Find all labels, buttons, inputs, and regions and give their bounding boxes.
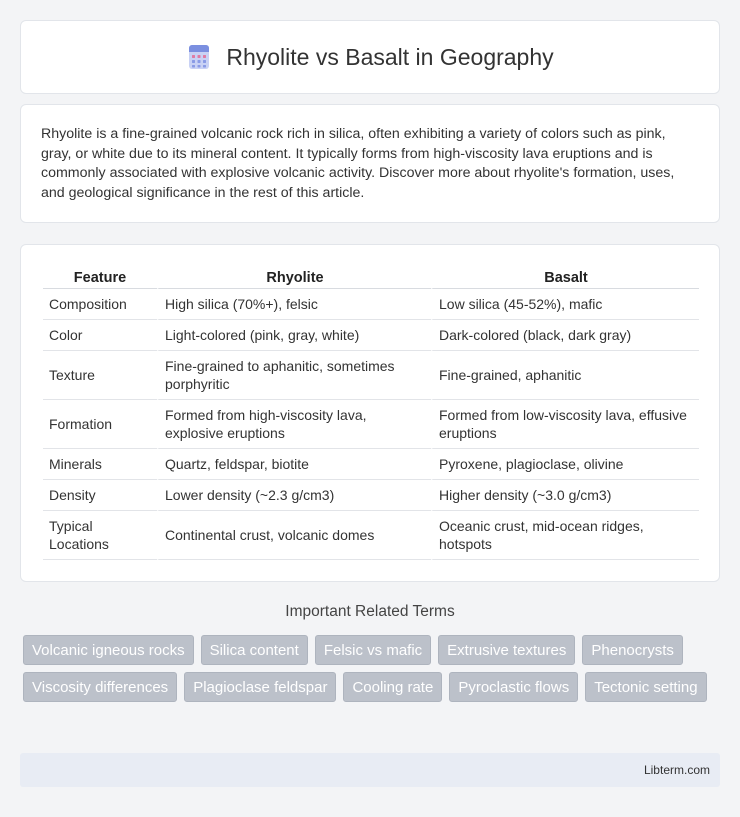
- table-row: [43, 511, 699, 560]
- cell-basalt: Pyroxene, plagioclase, olivine: [431, 449, 699, 480]
- tag-tectonic-setting[interactable]: Tectonic setting: [585, 672, 706, 702]
- cell-basalt: Fine-grained, aphanitic: [431, 351, 699, 400]
- tag-phenocrysts[interactable]: Phenocrysts: [582, 635, 683, 665]
- header-rhyolite: Rhyolite: [157, 267, 431, 289]
- comparison-table: [43, 267, 699, 560]
- header-basalt: Basalt: [431, 267, 699, 289]
- cell-basalt: Low silica (45-52%), mafic: [431, 289, 699, 320]
- cell-basalt: Formed from low-viscosity lava, effusive eruptions: [431, 400, 699, 449]
- cell-feature: Density: [43, 480, 157, 511]
- cell-basalt: Higher density (~3.0 g/cm3): [431, 480, 699, 511]
- cell-rhyolite: High silica (70%+), felsic: [157, 289, 431, 320]
- cell-rhyolite: Formed from high-viscosity lava, explosive eruptions: [157, 400, 431, 449]
- tag-plagioclase-feldspar[interactable]: Plagioclase feldspar: [184, 672, 336, 702]
- intro-paragraph: Rhyolite is a fine-grained volcanic rock rich in silica, often exhibiting a variety of colors such as pink, gray, or white due to its mineral content. It typically forms from high-viscosity lava eruptions and is commonly associated with explosive volcanic activity. Discover more about rhyolite's formation, uses, and geological significance in the rest of this article.: [41, 126, 675, 201]
- comparison-table-card: [20, 244, 720, 582]
- tag-felsic-vs-mafic[interactable]: Felsic vs mafic: [315, 635, 431, 665]
- table-header-row: [43, 267, 699, 289]
- cell-feature: Color: [43, 320, 157, 351]
- intro-card: [20, 104, 720, 223]
- cell-feature: Composition: [43, 289, 157, 320]
- cell-basalt: Dark-colored (black, dark gray): [431, 320, 699, 351]
- cell-basalt: Oceanic crust, mid-ocean ridges, hotspots: [431, 511, 699, 560]
- cell-feature: Minerals: [43, 449, 157, 480]
- footer: [20, 753, 720, 787]
- calculator-icon: [186, 44, 212, 70]
- table-row: [43, 289, 699, 320]
- table-row: [43, 351, 699, 400]
- cell-rhyolite: Continental crust, volcanic domes: [157, 511, 431, 560]
- header-card: [20, 20, 720, 94]
- table-row: [43, 320, 699, 351]
- tag-viscosity-differences[interactable]: Viscosity differences: [23, 672, 177, 702]
- tag-pyroclastic-flows[interactable]: Pyroclastic flows: [449, 672, 578, 702]
- table-row: [43, 400, 699, 449]
- cell-feature: Formation: [43, 400, 157, 449]
- page-title: Rhyolite vs Basalt in Geography: [226, 43, 554, 70]
- tag-cooling-rate[interactable]: Cooling rate: [343, 672, 442, 702]
- cell-feature: Typical Locations: [43, 511, 157, 560]
- related-terms-tags: [23, 635, 723, 702]
- cell-rhyolite: Lower density (~2.3 g/cm3): [157, 480, 431, 511]
- tag-extrusive-textures[interactable]: Extrusive textures: [438, 635, 575, 665]
- tag-volcanic-igneous-rocks[interactable]: Volcanic igneous rocks: [23, 635, 194, 665]
- table-row: [43, 449, 699, 480]
- header-feature: Feature: [43, 267, 157, 289]
- cell-rhyolite: Fine-grained to aphanitic, sometimes porphyritic: [157, 351, 431, 400]
- cell-feature: Texture: [43, 351, 157, 400]
- cell-rhyolite: Light-colored (pink, gray, white): [157, 320, 431, 351]
- footer-site-link[interactable]: Libterm.com: [643, 763, 710, 777]
- tag-silica-content[interactable]: Silica content: [201, 635, 308, 665]
- table-row: [43, 480, 699, 511]
- related-terms-title: Important Related Terms: [285, 603, 455, 620]
- cell-rhyolite: Quartz, feldspar, biotite: [157, 449, 431, 480]
